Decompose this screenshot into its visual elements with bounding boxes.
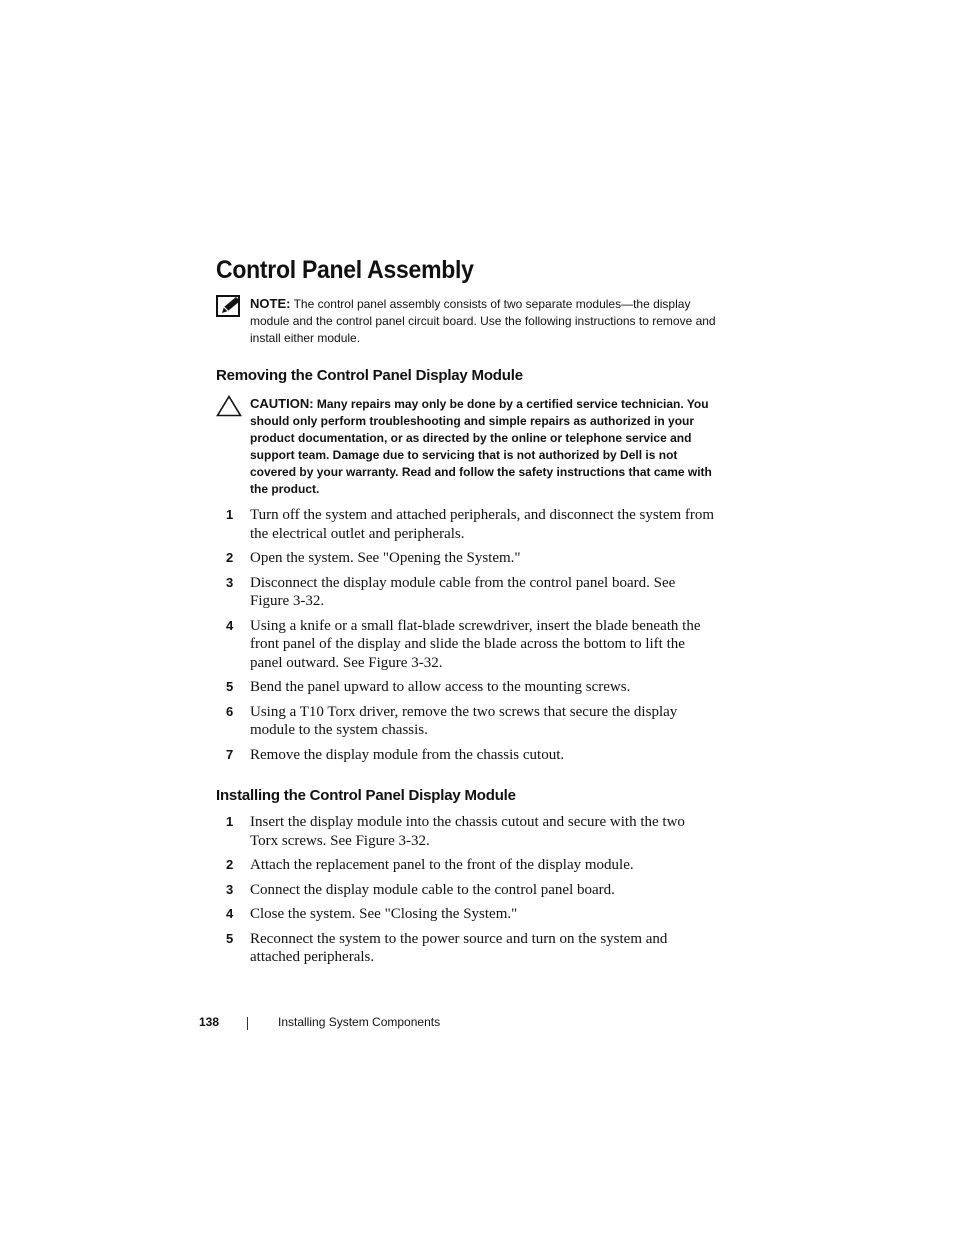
pencil-note-icon xyxy=(216,295,242,317)
removal-steps-list xyxy=(216,506,716,770)
step-text: Remove the display module from the chassis cutout. xyxy=(250,746,565,763)
installation-step xyxy=(216,881,716,900)
step-number: 2 xyxy=(226,550,234,565)
section-heading-removing: Removing the Control Panel Display Module xyxy=(216,367,523,384)
removal-step xyxy=(216,678,716,697)
installation-step xyxy=(216,856,716,875)
note-text-block xyxy=(250,295,716,347)
caution-label: CAUTION: xyxy=(250,396,314,411)
step-text: Disconnect the display module cable from the control panel board. See Figure 3-32. xyxy=(250,574,676,609)
step-text: Reconnect the system to the power source and turn on the system and attached peripherals. xyxy=(250,930,668,965)
note-text: The control panel assembly consists of two separate modules—the display module and the control panel circuit board. Use the following instructions to remove and install either module. xyxy=(250,297,716,345)
step-text: Using a knife or a small flat-blade screwdriver, insert the blade beneath the front panel of the display and slide the blade across the bottom to lift the panel outward. See Figure 3-32. xyxy=(250,617,701,671)
step-number: 6 xyxy=(226,703,234,719)
step-number: 3 xyxy=(226,881,234,897)
step-number: 1 xyxy=(226,814,234,829)
step-text: Bend the panel upward to allow access to the mounting screws. xyxy=(250,679,631,695)
installation-step xyxy=(216,905,716,924)
removal-step xyxy=(216,617,716,673)
removal-step xyxy=(216,703,716,740)
step-text: Connect the display module cable to the control panel board. xyxy=(250,881,615,898)
installation-step xyxy=(216,813,716,850)
caution-box xyxy=(216,395,716,498)
page-title: Control Panel Assembly xyxy=(216,256,474,284)
removal-step xyxy=(216,549,716,568)
note-box xyxy=(216,295,716,347)
step-number: 4 xyxy=(226,617,234,633)
installation-step xyxy=(216,930,716,967)
removal-step xyxy=(216,746,716,765)
removal-step xyxy=(216,506,716,543)
caution-text-block xyxy=(250,395,716,498)
note-label: NOTE: xyxy=(250,296,291,311)
step-text: Open the system. See "Opening the System." xyxy=(250,550,521,566)
step-number: 5 xyxy=(226,679,234,694)
step-text: Using a T10 Torx driver, remove the two screws that secure the display module to the system chassis. xyxy=(250,703,678,738)
step-number: 7 xyxy=(226,746,234,762)
chapter-title: Installing System Components xyxy=(278,1015,441,1029)
footer-divider xyxy=(247,1017,248,1030)
caution-triangle-icon xyxy=(216,395,242,417)
step-number: 1 xyxy=(226,507,234,522)
page-number: 138 xyxy=(199,1015,220,1029)
step-text: Turn off the system and attached peripherals, and disconnect the system from the electrical outlet and peripherals. xyxy=(250,507,715,542)
step-text: Attach the replacement panel to the front of the display module. xyxy=(250,857,634,873)
caution-text: Many repairs may only be done by a certified service technician. You should only perform troubleshooting and simple repairs as authorized in your product documentation, or as directed by the online or telephone service and support team. Damage due to servicing that is not authorized by Dell is not covered by your warranty. Read and follow the safety instructions that came with the product. xyxy=(250,397,712,496)
step-number: 4 xyxy=(226,906,234,921)
section-heading-installing: Installing the Control Panel Display Module xyxy=(216,787,516,804)
step-number: 5 xyxy=(226,930,234,946)
step-number: 3 xyxy=(226,574,234,590)
installation-steps-list xyxy=(216,813,716,973)
step-text: Insert the display module into the chassis cutout and secure with the two Torx screws. See Figure 3-32. xyxy=(250,814,685,849)
step-text: Close the system. See "Closing the System." xyxy=(250,906,518,922)
step-number: 2 xyxy=(226,857,234,872)
removal-step xyxy=(216,574,716,611)
